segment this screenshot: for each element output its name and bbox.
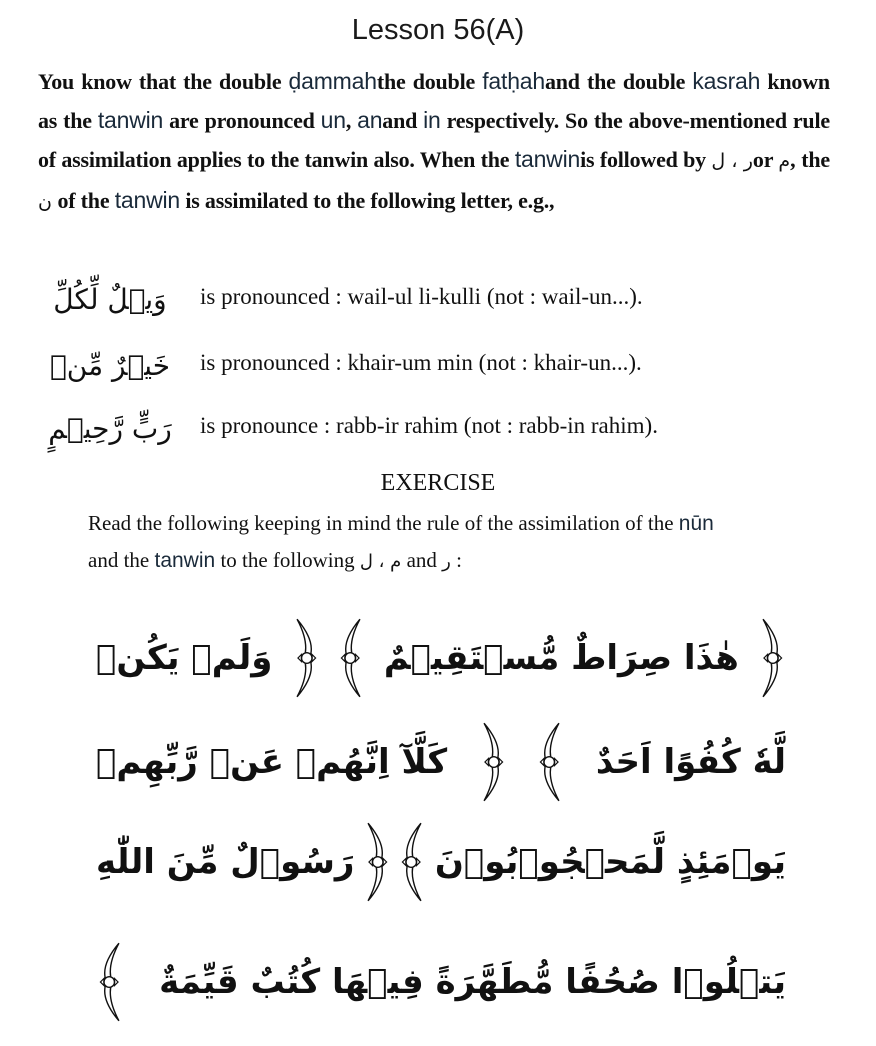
example-gloss: is pronounce : rabb-ir rahim (not : rabb-in rahim).	[200, 413, 658, 438]
term-nun: nūn	[678, 512, 714, 535]
intro-text: is followed by	[580, 147, 706, 172]
arabic-letters-ra-lam: ر ، ل	[711, 150, 753, 172]
verse-ornament-icon	[96, 934, 126, 1030]
verse-text: لَّهٗ كُفُوًا اَحَدٌ	[595, 742, 786, 782]
verse-ornament-icon	[398, 814, 428, 910]
verse-text: يَتۡلُوۡا صُحُفًا مُّطَهَّرَةً فِيۡهَا كُتُبٌ قَيِّمَةٌ	[159, 962, 786, 1002]
example-gloss: is pronounced : khair-um min (not : khair-un...).	[200, 350, 642, 375]
intro-text: known as the	[38, 69, 830, 133]
instr-text: :	[456, 548, 462, 572]
verse-text: هٰذَا صِرَاطٌ مُّسۡتَقِيۡمٌ	[383, 638, 739, 678]
verse-ornament-icon	[361, 814, 391, 910]
arabic-letter-ra: ر	[442, 551, 451, 572]
intro-text: is assimilated to the following letter, e.g.,	[185, 188, 555, 213]
term-fathah: fatḥah	[482, 68, 545, 94]
term-tanwin: tanwin	[154, 549, 216, 572]
term-dammah: ḍammah	[288, 68, 377, 94]
verse-text: كَلَّآ اِنَّهُمۡ عَنۡ رَّبِّهِمۡ	[96, 742, 448, 782]
intro-text: of the	[57, 188, 110, 213]
term-tanwin: tanwin	[114, 187, 181, 213]
example-arabic: رَبٍّ رَّحِيۡمٍ	[48, 412, 172, 445]
instr-text: Read the following keeping in mind the rule of the assimilation of the	[88, 511, 674, 535]
intro-text: the double	[376, 69, 476, 94]
instr-text: and	[406, 548, 437, 572]
verse-line	[96, 812, 786, 912]
verse-line	[96, 712, 786, 812]
term-in: in	[423, 107, 441, 133]
verse-ornament-icon	[756, 610, 786, 706]
verse-ornament-icon	[337, 610, 367, 706]
verse-ornament-icon	[477, 714, 507, 810]
exercise-title: EXERCISE	[380, 470, 496, 496]
term-tanwin: tanwin	[97, 107, 164, 133]
verse-text: وَلَمۡ يَكُنۡ	[96, 638, 273, 678]
example-gloss: is pronounced : wail-ul li-kulli (not : wail-un...).	[200, 284, 643, 309]
verse-text: يَوۡمَئِذٍ لَّمَحۡجُوۡبُوۡنَ	[434, 842, 786, 882]
exercise-instructions	[88, 505, 808, 580]
arabic-letter-mim: م	[778, 150, 791, 172]
example-arabic: وَيۡلٌ لِّكُلِّ	[53, 283, 167, 316]
example-row	[30, 270, 830, 330]
intro-text: , the	[790, 147, 830, 172]
arabic-letter-nun: ن	[38, 191, 52, 213]
page-title: Lesson 56(A)	[351, 14, 525, 46]
intro-text: and the double	[544, 69, 686, 94]
term-un: un	[320, 107, 346, 133]
intro-text: You know that the double	[38, 69, 282, 94]
arabic-letters-mim-lam: م ، ل	[359, 551, 402, 572]
term-tanwin: tanwin	[514, 146, 581, 172]
verse-ornament-icon	[290, 610, 320, 706]
intro-text: are pronounced	[169, 108, 315, 133]
term-an: an	[357, 107, 383, 133]
verse-ornament-icon	[536, 714, 566, 810]
intro-text: ,	[345, 108, 352, 133]
intro-text: and	[382, 108, 418, 133]
example-row	[30, 336, 830, 396]
instr-text: and the	[88, 548, 150, 572]
term-kasrah: kasrah	[692, 68, 761, 94]
intro-paragraph	[38, 62, 830, 222]
intro-text: respectively. So the above-mentioned rule of assimilation applies to the tanwin also. When the	[38, 108, 830, 172]
instr-text: to the following	[220, 548, 355, 572]
verse-text: رَسُوۡلٌ مِّنَ اللّٰهِ	[96, 842, 355, 882]
verse-line	[96, 608, 786, 708]
example-arabic: خَيۡرٌ مِّنۡ	[49, 349, 171, 382]
intro-text: or	[752, 147, 773, 172]
example-row	[30, 399, 830, 459]
verse-line	[96, 932, 786, 1032]
